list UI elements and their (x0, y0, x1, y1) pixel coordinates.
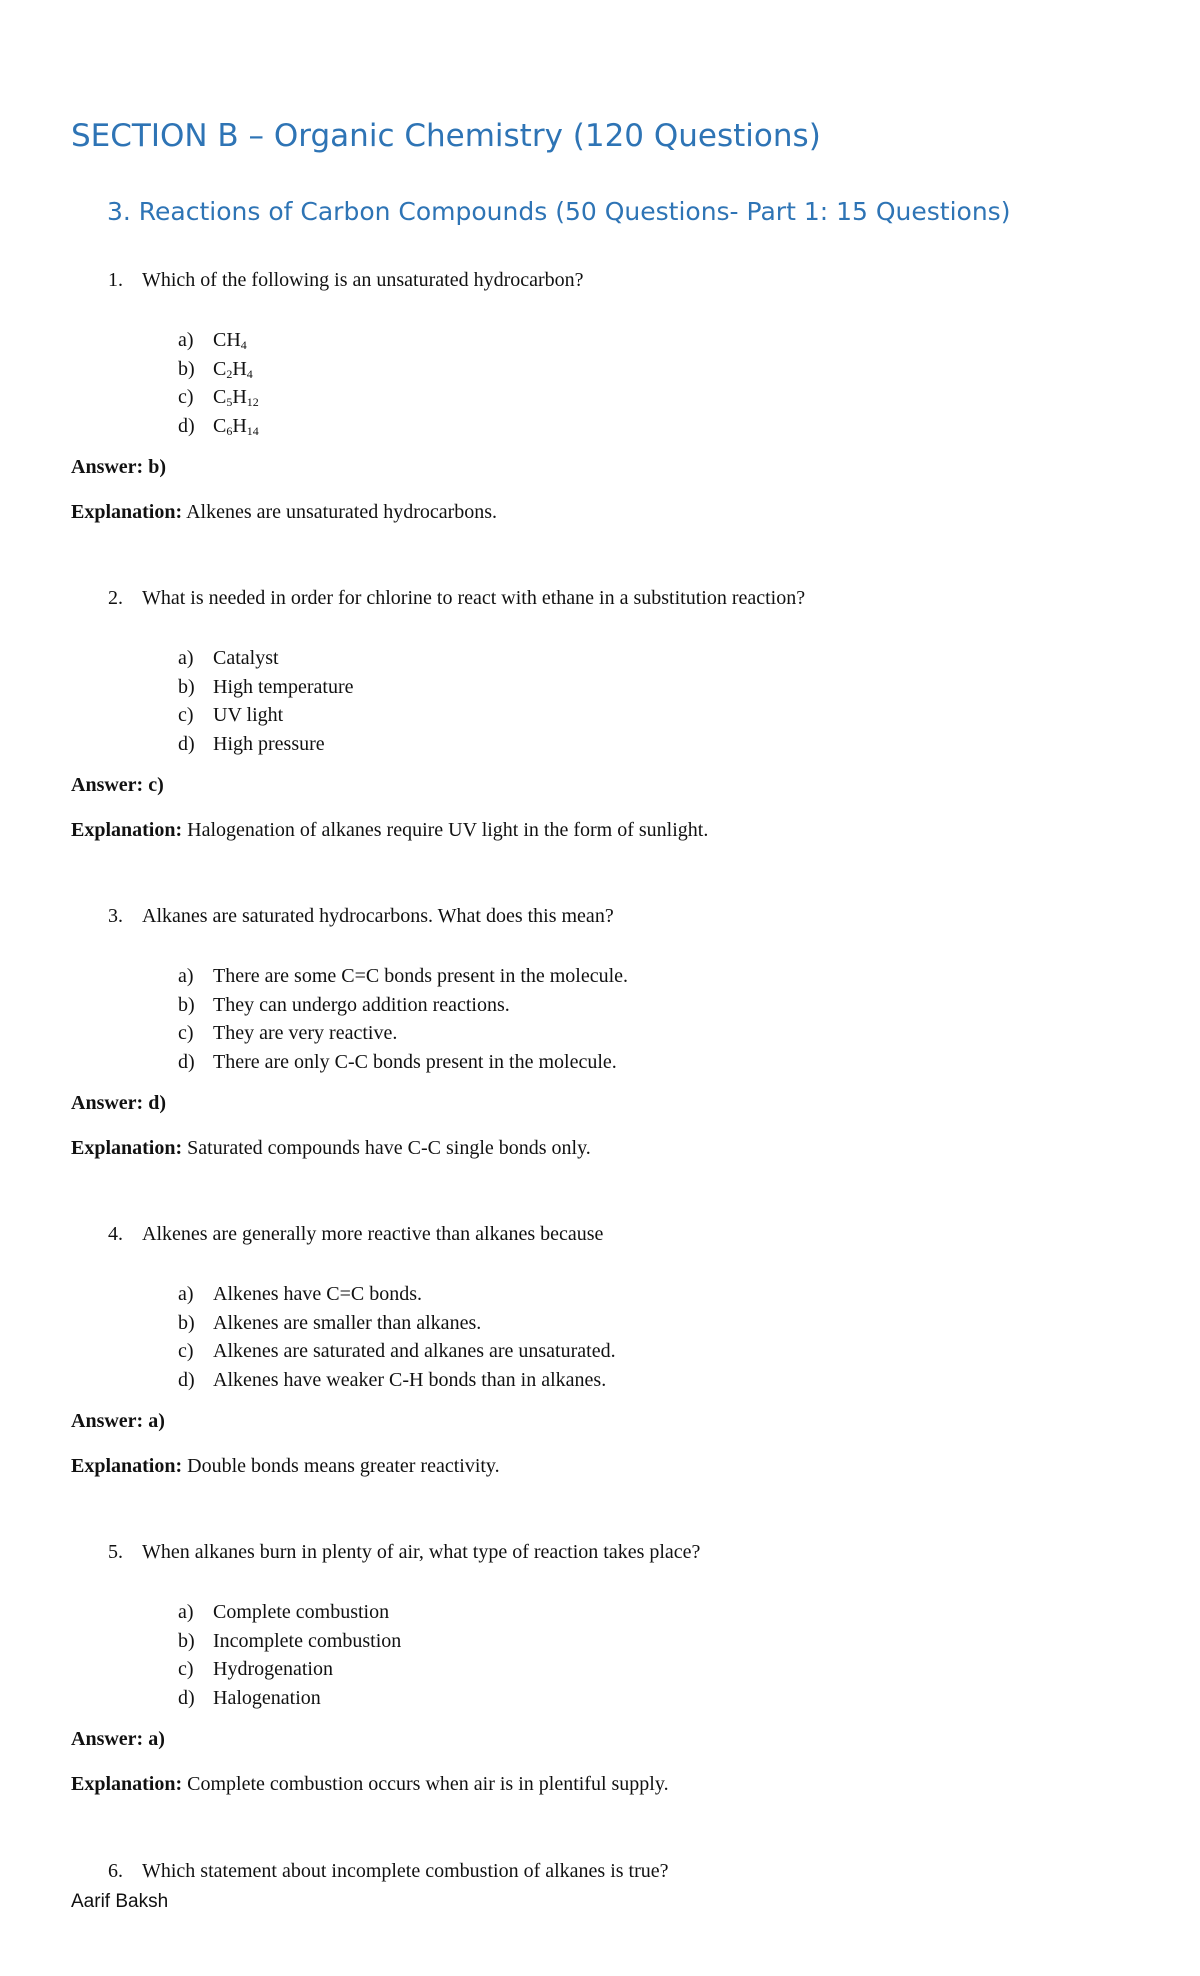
explanation-text: Alkenes are unsaturated hydrocarbons. (186, 501, 498, 523)
explanation-label: Explanation: (71, 501, 183, 523)
option-letter: b) (178, 993, 195, 1016)
option-letter: c) (178, 704, 194, 726)
option-letter: d) (178, 414, 195, 437)
explanation-line (71, 1455, 500, 1478)
question-number: 6. (108, 1860, 123, 1882)
question-text (108, 587, 805, 610)
question-text (108, 1541, 700, 1564)
question-stem: What is needed in order for chlorine to react with ethane in a substitution reaction? (142, 587, 806, 609)
options-list (178, 644, 354, 758)
option-b (178, 1309, 616, 1338)
question-number: 4. (108, 1223, 123, 1245)
option-letter: b) (178, 675, 195, 698)
question-number: 3. (108, 905, 123, 927)
answer-label: Answer: (71, 456, 144, 478)
option-b (178, 1627, 401, 1656)
question-text (108, 1223, 603, 1246)
question-stem: Alkanes are saturated hydrocarbons. What does this mean? (142, 905, 614, 927)
option-d (178, 1366, 616, 1395)
formula-subscript: 12 (246, 395, 259, 409)
option-text: Complete combustion (213, 1601, 390, 1623)
section-title: SECTION B – Organic Chemistry (120 Questions) (71, 118, 821, 154)
answer-label: Answer: (71, 1410, 144, 1432)
formula-subscript: 14 (246, 423, 259, 438)
explanation-text: Halogenation of alkanes require UV light in the form of sunlight. (187, 819, 709, 841)
option-text: Alkenes have C=C bonds. (213, 1283, 423, 1305)
sub-title: 3. Reactions of Carbon Compounds (50 Questions- Part 1: 15 Questions) (107, 197, 1011, 226)
options-list (178, 1280, 616, 1394)
option-text: Alkenes are smaller than alkanes. (213, 1311, 482, 1334)
option-text: High temperature (213, 675, 354, 698)
formula-part: C (213, 414, 227, 437)
question-text (108, 905, 614, 928)
question-stem: When alkanes burn in plenty of air, what type of reaction takes place? (142, 1541, 701, 1563)
option-text: There are some C=C bonds present in the molecule. (213, 965, 629, 987)
option-letter: b) (178, 357, 195, 380)
explanation-label: Explanation: (71, 1455, 183, 1477)
option-d (178, 412, 259, 441)
explanation-text: Complete combustion occurs when air is in plentiful supply. (187, 1773, 669, 1795)
option-letter: d) (178, 1368, 195, 1391)
option-letter: c) (178, 1658, 194, 1680)
answer-line (71, 1728, 165, 1751)
answer-line (71, 1092, 166, 1115)
formula-subscript: 4 (246, 366, 253, 381)
option-letter: c) (178, 386, 194, 408)
option-letter: a) (178, 1601, 194, 1623)
option-b (178, 673, 354, 702)
option-text: Catalyst (213, 647, 279, 669)
formula-subscript: 2 (226, 366, 233, 381)
answer-value: a) (148, 1728, 165, 1750)
option-text: They can undergo addition reactions. (213, 993, 510, 1016)
option-letter: c) (178, 1022, 194, 1044)
formula-subscript: 6 (226, 423, 233, 438)
explanation-line (71, 1137, 591, 1160)
formula-part: H (232, 386, 247, 408)
option-letter: d) (178, 732, 195, 755)
answer-value: a) (148, 1410, 165, 1432)
option-c (178, 383, 259, 412)
option-c (178, 1655, 401, 1684)
option-text: There are only C-C bonds present in the molecule. (213, 1050, 617, 1073)
option-d (178, 730, 354, 759)
option-text: They are very reactive. (213, 1022, 398, 1044)
explanation-text: Saturated compounds have C-C single bonds only. (187, 1137, 591, 1159)
option-letter: a) (178, 329, 194, 351)
option-text: Hydrogenation (213, 1658, 333, 1680)
option-c (178, 701, 354, 730)
question-stem: Which of the following is an unsaturated hydrocarbon? (142, 269, 584, 291)
formula-part: C (213, 386, 227, 408)
option-d (178, 1684, 401, 1713)
option-a (178, 962, 628, 991)
option-d (178, 1048, 628, 1077)
option-letter: b) (178, 1311, 195, 1334)
option-letter: b) (178, 1629, 195, 1652)
answer-line (71, 1410, 165, 1433)
option-letter: a) (178, 965, 194, 987)
question-number: 2. (108, 587, 123, 609)
options-list (178, 1598, 401, 1712)
question-stem: Which statement about incomplete combustion of alkanes is true? (142, 1860, 669, 1882)
option-letter: a) (178, 647, 194, 669)
formula-part: H (232, 357, 247, 380)
answer-line (71, 774, 164, 797)
question-number: 5. (108, 1541, 123, 1563)
option-text: High pressure (213, 732, 325, 755)
options-list (178, 326, 259, 440)
option-text: Halogenation (213, 1686, 321, 1709)
option-letter: d) (178, 1686, 195, 1709)
options-list (178, 962, 628, 1076)
option-text: Incomplete combustion (213, 1629, 402, 1652)
formula-part: C (213, 357, 227, 380)
explanation-line (71, 1773, 669, 1796)
option-b (178, 991, 628, 1020)
option-b (178, 355, 259, 384)
answer-value: b) (148, 456, 167, 478)
answer-label: Answer: (71, 1092, 144, 1114)
question-text (108, 269, 584, 292)
option-c (178, 1019, 628, 1048)
option-text: Alkenes have weaker C-H bonds than in alkanes. (213, 1368, 607, 1391)
option-a (178, 1598, 401, 1627)
option-letter: d) (178, 1050, 195, 1073)
formula-subscript: 4 (240, 338, 247, 352)
option-a (178, 644, 354, 673)
explanation-text: Double bonds means greater reactivity. (187, 1455, 500, 1477)
answer-value: c) (148, 774, 164, 796)
formula-part: H (232, 414, 247, 437)
answer-value: d) (148, 1092, 167, 1114)
option-a (178, 326, 259, 355)
question-text (108, 1860, 669, 1883)
option-text: Alkenes are saturated and alkanes are unsaturated. (213, 1340, 616, 1362)
formula-subscript: 5 (226, 395, 233, 409)
option-c (178, 1337, 616, 1366)
formula-part: CH (213, 329, 241, 351)
question-number: 1. (108, 269, 123, 291)
explanation-label: Explanation: (71, 819, 183, 841)
option-text: UV light (213, 704, 284, 726)
explanation-line (71, 819, 708, 842)
answer-line (71, 456, 166, 479)
explanation-label: Explanation: (71, 1773, 183, 1795)
question-stem: Alkenes are generally more reactive than alkanes because (142, 1223, 604, 1245)
option-a (178, 1280, 616, 1309)
option-letter: c) (178, 1340, 194, 1362)
footer-author: Aarif Baksh (71, 1891, 169, 1912)
answer-label: Answer: (71, 774, 144, 796)
option-letter: a) (178, 1283, 194, 1305)
answer-label: Answer: (71, 1728, 144, 1750)
explanation-line (71, 501, 497, 524)
explanation-label: Explanation: (71, 1137, 183, 1159)
